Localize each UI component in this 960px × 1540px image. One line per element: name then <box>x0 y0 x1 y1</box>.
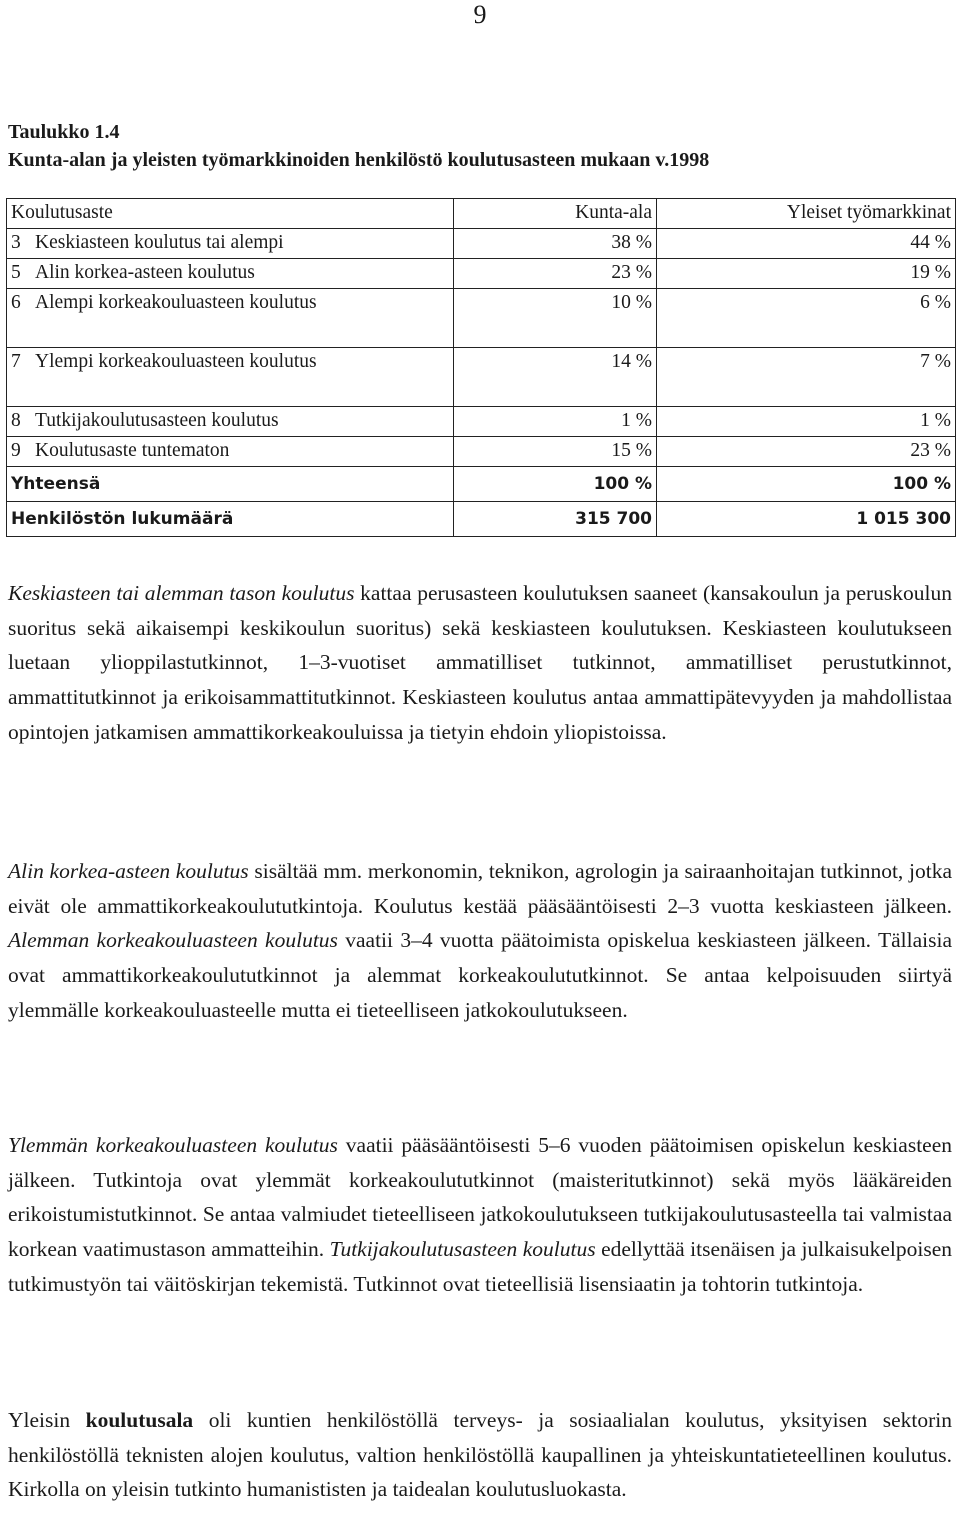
row-code: 8 <box>11 410 21 431</box>
paragraph-text: kattaa perusasteen koulutuksen saaneet (kansakoulun ja peruskoulun suoritus sekä aikaisempi keskikoulun suoritus) sekä keskiasteen koulutuksen. Keskiasteen koulutukseen luetaan ylioppilastutkinnot, 1–3-vuotiset ammatilliset tutkinnot, ammatilliset perustutkinnot, ammattitutkinnot ja erikoisammattitutkinnot. Keskiasteen koulutus antaa ammattipätevyyden ja mahdollistaa opintojen jatkamisen ammattikorkeakouluissa ja tietyin ehdoin yliopistoissa. <box>8 581 953 744</box>
row-label: Tutkijakoulutusasteen koulutus <box>35 410 279 431</box>
headcount-yleiset-value: 1 015 300 <box>657 502 956 537</box>
headcount-row <box>7 502 956 537</box>
row-label-cell <box>7 259 454 289</box>
header-yleiset: Yleiset työmarkkinat <box>657 199 956 229</box>
header-koulutusaste: Koulutusaste <box>7 199 454 229</box>
total-label: Yhteensä <box>7 467 454 502</box>
total-row <box>7 467 956 502</box>
table-label: Taulukko 1.4 <box>8 121 120 143</box>
row-label: Ylempi korkeakouluasteen koulutus <box>35 351 317 372</box>
table-row <box>7 437 956 467</box>
total-yleiset-value: 100 % <box>657 467 956 502</box>
paragraph-text: edellyttää itsenäisen ja julkaisukelpoisen tutkimustyön tai väitöskirjan tekemistä. Tutkinnot ovat tieteellisiä lisensiaatin ja tohtorin tutkintoja. <box>8 1237 953 1296</box>
table-title: Kunta-alan ja yleisten työmarkkinoiden henkilöstö koulutusasteen mukaan v.1998 <box>8 149 710 171</box>
row-label: Alempi korkeakouluasteen koulutus <box>35 292 317 313</box>
row-label-cell <box>7 437 454 467</box>
total-kunta-value: 100 % <box>454 467 657 502</box>
row-kunta-value: 38 % <box>454 229 657 259</box>
row-yleiset-value: 1 % <box>657 407 956 437</box>
row-label-cell <box>7 289 454 348</box>
row-kunta-value: 1 % <box>454 407 657 437</box>
table-row <box>7 259 956 289</box>
row-kunta-value: 10 % <box>454 289 657 348</box>
row-label: Keskiasteen koulutus tai alempi <box>35 232 284 253</box>
page-number: 9 <box>473 0 487 29</box>
row-code: 6 <box>11 292 21 313</box>
row-kunta-value: 15 % <box>454 437 657 467</box>
table-caption <box>8 118 709 174</box>
table-row <box>7 348 956 407</box>
table-row <box>7 407 956 437</box>
headcount-kunta-value: 315 700 <box>454 502 657 537</box>
paragraph-lead: Yleisin <box>8 1408 86 1432</box>
row-code: 7 <box>11 351 21 372</box>
paragraph-text: oli kuntien henkilöstöllä terveys- ja sosiaalialan koulutus, yksityisen sektorin henkilöstöllä teknisten alojen koulutus, valtion henkilöstöllä kaupallinen ja yhteiskuntatieteellinen koulutus. Kirkolla on yleisin tutkinto humanististen ja taidealan koulutusluokasta. <box>8 1408 953 1502</box>
row-yleiset-value: 23 % <box>657 437 956 467</box>
term-ylempi-korkeakouluaste: Ylemmän korkeakouluasteen koulutus <box>8 1133 338 1157</box>
row-code: 5 <box>11 262 21 283</box>
table-header-row <box>7 199 956 229</box>
paragraph-text: sisältää mm. merkonomin, teknikon, agrologin ja sairaanhoitajan tutkinnot, jotka eivät ole ammattikorkeakoulututkintoja. Koulutus kestää pääsääntöisesti 2–3 vuotta keskiasteen jälkeen. <box>8 859 952 918</box>
education-table <box>6 198 956 537</box>
table-row <box>7 289 956 348</box>
header-kunta-ala: Kunta-ala <box>454 199 657 229</box>
term-tutkijakoulutusaste: Tutkijakoulutusasteen koulutus <box>329 1237 596 1262</box>
row-label-cell <box>7 229 454 259</box>
paragraph-text: vaatii 3–4 vuotta päätoimista opiskelua keskiasteen jälkeen. Tällaisia ovat ammattikorkeakoulututkinnot ja alemmat korkeakoulututkinnot. Se antaa kelpoisuuden siirtyä ylemmälle korkeakouluasteelle mutta ei tieteelliseen jatkokoulutukseen. <box>8 928 952 1022</box>
term-alin-korkea-aste: Alin korkea-asteen koulutus <box>8 859 249 883</box>
headcount-label: Henkilöstön lukumäärä <box>7 502 454 537</box>
row-kunta-value: 14 % <box>454 348 657 407</box>
row-yleiset-value: 44 % <box>657 229 956 259</box>
row-yleiset-value: 19 % <box>657 259 956 289</box>
row-code: 9 <box>11 440 21 461</box>
table-row <box>7 229 956 259</box>
paragraph-text: vaatii pääsääntöisesti 5–6 vuoden päätoimisen opiskelun keskiasteen jälkeen. Tutkintoja ovat ylemmät korkeakoulututkinnot (maisteritutkinnot) sekä myös lääkäreiden erikoistumistutkinnot. Se antaa valmiudet tieteelliseen jatkokoulutukseen tutkijakoulutusasteella tai valmistaa korkean vaatimustason ammatteihin. <box>8 1133 952 1262</box>
paragraph-alin-korkea-aste <box>8 854 952 1028</box>
row-code: 3 <box>11 232 21 253</box>
row-label-cell <box>7 407 454 437</box>
row-label: Alin korkea-asteen koulutus <box>35 262 255 283</box>
paragraph-ylempi-korkeakouluaste <box>8 1128 952 1302</box>
term-koulutusala: koulutusala <box>85 1408 194 1432</box>
row-kunta-value: 23 % <box>454 259 657 289</box>
row-label: Koulutusaste tuntematon <box>35 440 230 461</box>
term-keskiaste: Keskiasteen tai alemman tason koulutus <box>8 581 355 605</box>
term-alempi-korkeakouluaste: Alemman korkeakouluasteen koulutus <box>8 928 338 953</box>
row-yleiset-value: 6 % <box>657 289 956 348</box>
paragraph-koulutusala <box>8 1403 952 1507</box>
row-yleiset-value: 7 % <box>657 348 956 407</box>
paragraph-keskiaste <box>8 576 952 750</box>
row-label-cell <box>7 348 454 407</box>
